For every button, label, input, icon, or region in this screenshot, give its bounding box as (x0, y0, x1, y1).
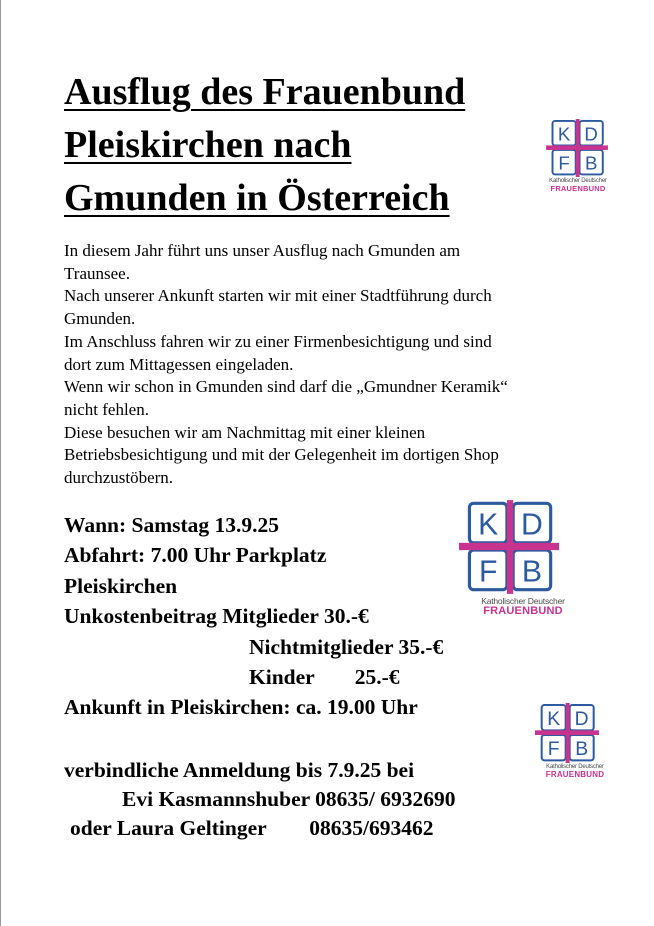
contact-person-2: oder Laura Geltinger 08635/693462 (70, 816, 434, 840)
description-line: Gmunden. (64, 309, 136, 329)
logo-subtitle: Katholischer Deutscher (546, 764, 604, 770)
title-line-1: Ausflug des Frauenbund (64, 71, 466, 113)
registration-deadline: verbindliche Anmeldung bis 7.9.25 bei (64, 758, 415, 782)
registration-info (64, 756, 624, 843)
event-details (64, 510, 624, 723)
description-line: durchzustöbern. (64, 468, 174, 488)
kdfb-logo-icon (535, 703, 599, 763)
page-title (64, 66, 534, 225)
description-line: nicht fehlen. (64, 399, 149, 419)
fee-members: Unkostenbeitrag Mitglieder 30.-€ (64, 604, 369, 629)
contact-person-1: Evi Kasmannshuber 08635/ 6932690 (122, 787, 456, 811)
logo-name: FRAUENBUND (550, 184, 606, 193)
description-line: Diese besuchen wir am Nachmittag mit einer kleinen (64, 422, 426, 442)
description-line: Wenn wir schon in Gmunden sind darf die „Gmundner Keramik“ (64, 377, 508, 397)
logo-letter-d: D (521, 508, 543, 542)
logo-letter-f: F (558, 152, 570, 174)
description-line: Betriebsbesichtigung und mit der Gelegenheit im dortigen Shop (64, 445, 499, 465)
description-line: Nach unserer Ankunft starten wir mit einer Stadtführung durch (64, 286, 492, 306)
fee-children (64, 662, 624, 692)
description-line: Traunsee. (64, 263, 130, 283)
description-line: dort zum Mittagessen eingeladen. (64, 354, 294, 374)
description (64, 240, 604, 490)
logo-subtitle: Katholischer Deutscher (549, 178, 607, 184)
fee-children-label: Kinder (249, 665, 315, 690)
description-line: In diesem Jahr führt uns unser Ausflug nach Gmunden am (64, 241, 461, 260)
title-line-2: Pleiskirchen nach (64, 124, 352, 166)
logo-letter-k: K (557, 123, 571, 145)
departure-line-2: Pleiskirchen (64, 573, 178, 598)
page-edge (0, 0, 1, 926)
logo-subtitle: Katholischer Deutscher (481, 596, 565, 606)
arrival-time: Ankunft in Pleiskirchen: ca. 19.00 Uhr (64, 695, 418, 720)
logo-letter-d: D (574, 709, 589, 730)
logo-letter-f: F (478, 555, 498, 589)
logo-name: FRAUENBUND (483, 605, 563, 617)
logo-letter-k: K (478, 508, 499, 542)
logo-letter-d: D (584, 123, 598, 145)
logo-letter-k: K (547, 709, 561, 730)
kdfb-logo-icon (546, 119, 608, 177)
logo-letter-b: B (584, 152, 598, 174)
logo-letter-f: F (547, 739, 560, 760)
kdfb-logo-top (544, 119, 626, 193)
description-line: Im Anschluss fahren wir zu einer Firmenbesichtigung und sind (64, 331, 492, 351)
event-date: Wann: Samstag 13.9.25 (64, 513, 280, 537)
title-line-3: Gmunden in Österreich (64, 177, 450, 219)
fee-nonmembers: Nichtmitglieder 35.-€ (249, 634, 444, 659)
logo-name: FRAUENBUND (545, 770, 605, 779)
fee-children-price: 25.-€ (354, 665, 400, 690)
logo-letter-b: B (521, 555, 542, 589)
logo-letter-b: B (575, 739, 589, 760)
departure-line-1: Abfahrt: 7.00 Uhr Parkplatz (64, 543, 327, 568)
